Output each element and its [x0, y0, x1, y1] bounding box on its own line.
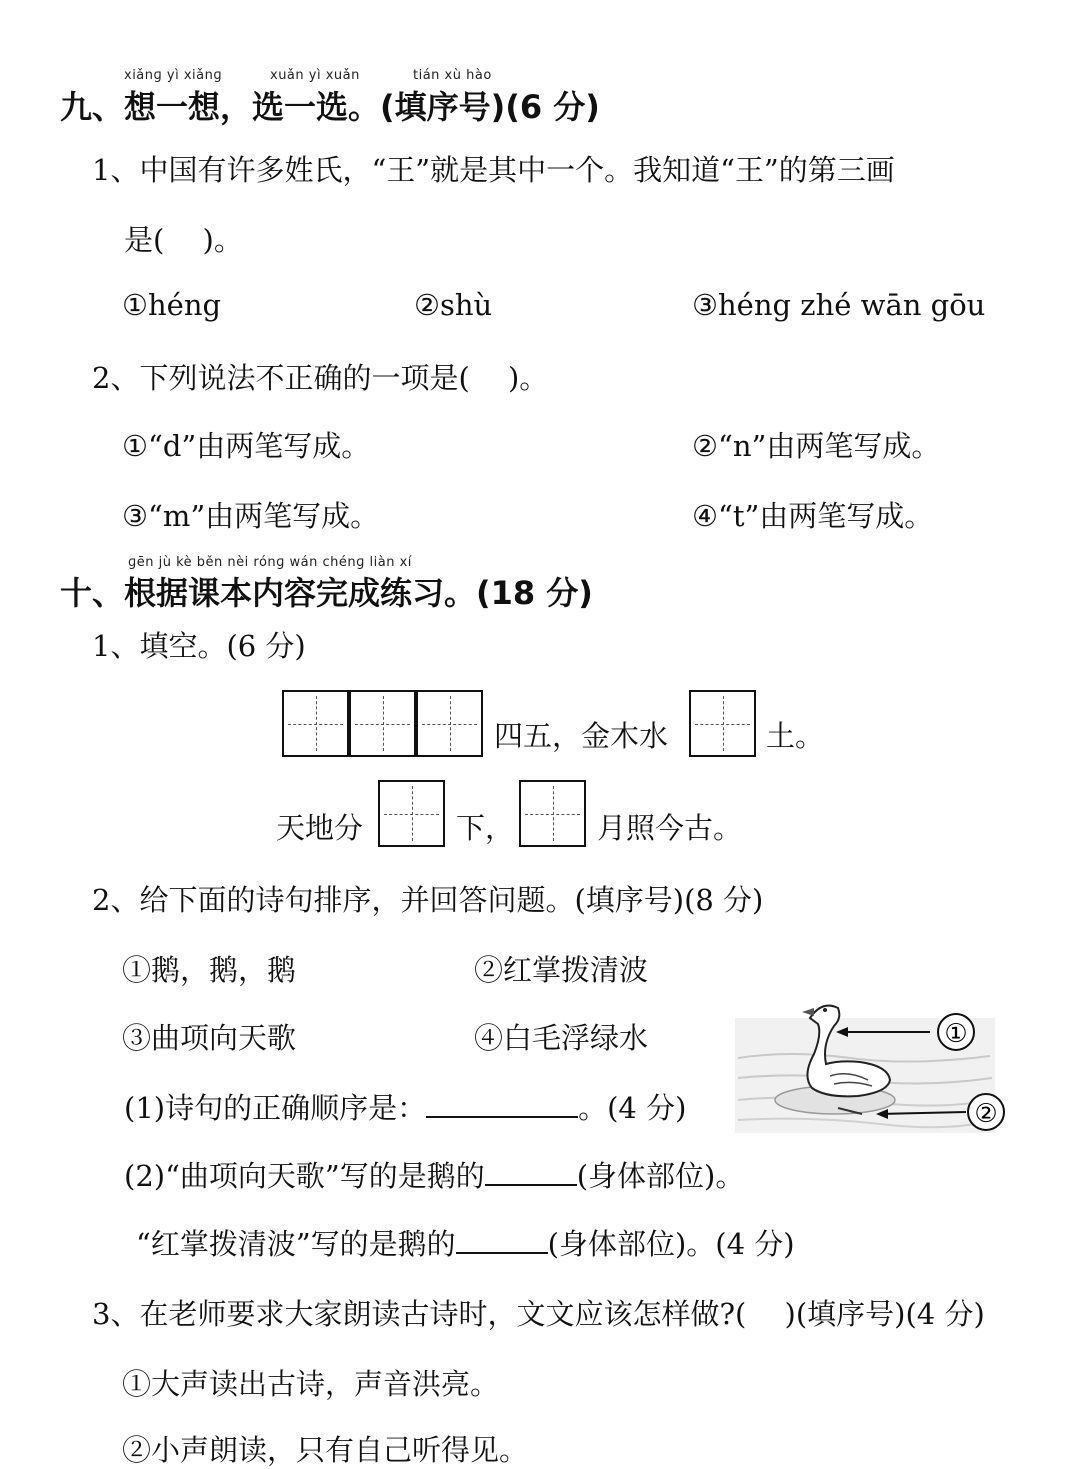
s10-q1-stem: 1、填空。(6 分) [92, 629, 306, 663]
tianzige-box-1[interactable] [282, 690, 349, 757]
q2-option-4[interactable]: ④“t”由两笔写成。 [692, 499, 934, 533]
s10-q3-stem: 3、在老师要求大家朗读古诗时，文文应该怎样做?( )(填序号)(4 分) [92, 1297, 985, 1331]
q2-option-3[interactable]: ③“m”由两笔写成。 [122, 499, 380, 533]
q1-option-1[interactable]: ①héng [122, 288, 222, 322]
answer-blank-feet[interactable] [456, 1222, 548, 1254]
sub2-pre: (2)“曲项向天歌”写的是鹅的 [124, 1159, 485, 1193]
section-9-title: 九、想一想，选一选。(填序号)(6 分) [60, 88, 600, 126]
pinyin-xiang: xiǎnɡ yì xiǎnɡ [124, 68, 223, 83]
fill-line2-end: 月照今古。 [597, 811, 743, 845]
q1-option-2[interactable]: ②shù [414, 288, 493, 322]
tianzige-box-3[interactable] [416, 690, 483, 757]
q1-line1: 1、中国有许多姓氏，“王”就是其中一个。我知道“王”的第三画 [92, 153, 895, 187]
fill-line1-text: 四五，金木水 [494, 719, 669, 753]
sub2-post: (身体部位)。 [576, 1159, 745, 1193]
sub1-post: 。(4 分) [578, 1091, 687, 1125]
q1-option-3[interactable]: ③héng zhé wān gōu [692, 288, 986, 322]
pinyin-section-10: ɡēn jù kè běn nèi rónɡ wán chénɡ liàn xí [128, 555, 412, 570]
q3-option-2[interactable]: ②小声朗读，只有自己听得见。 [122, 1433, 529, 1467]
poem-line-1: ①鹅，鹅，鹅 [122, 953, 297, 987]
sub1-pre: (1)诗句的正确顺序是： [124, 1091, 427, 1125]
s10-q2-stem: 2、给下面的诗句排序，并回答问题。(填序号)(8 分) [92, 883, 764, 917]
q1-line2: 是( )。 [124, 223, 243, 257]
goose-illustration [730, 988, 1020, 1138]
goose-label-1: ① [944, 1019, 968, 1049]
tianzige-box-5[interactable] [378, 780, 445, 847]
tianzige-box-2[interactable] [349, 690, 416, 757]
fill-line2-start: 天地分 [276, 811, 364, 845]
fill-line2-mid: 下， [456, 811, 515, 845]
sub3-post: (身体部位)。(4 分) [547, 1227, 795, 1261]
goose-label-2: ② [974, 1099, 998, 1129]
answer-blank-order[interactable] [426, 1086, 578, 1118]
section-10-title: 十、根据课本内容完成练习。(18 分) [60, 574, 593, 612]
poem-line-2: ②红掌拨清波 [474, 953, 649, 987]
q3-option-1[interactable]: ①大声读出古诗，声音洪亮。 [122, 1367, 500, 1401]
pinyin-xuan: xuǎn yì xuǎn [270, 68, 360, 83]
sub3-pre: “红掌拨清波”写的是鹅的 [136, 1227, 456, 1261]
q2-stem: 2、下列说法不正确的一项是( )。 [92, 361, 549, 395]
q2-option-2[interactable]: ②“n”由两笔写成。 [692, 429, 941, 463]
answer-blank-neck[interactable] [485, 1154, 577, 1186]
tianzige-box-4[interactable] [689, 690, 756, 757]
poem-line-4: ④白毛浮绿水 [474, 1021, 649, 1055]
fill-line1-end: 土。 [766, 719, 825, 753]
pinyin-tianxuhao: tián xù hào [413, 68, 492, 83]
q2-option-1[interactable]: ①“d”由两笔写成。 [122, 429, 371, 463]
sub-question-3 [136, 1222, 795, 1263]
sub-question-2 [124, 1154, 744, 1195]
poem-line-3: ③曲项向天歌 [122, 1021, 297, 1055]
sub-question-1 [124, 1086, 686, 1127]
tianzige-box-6[interactable] [519, 780, 586, 847]
